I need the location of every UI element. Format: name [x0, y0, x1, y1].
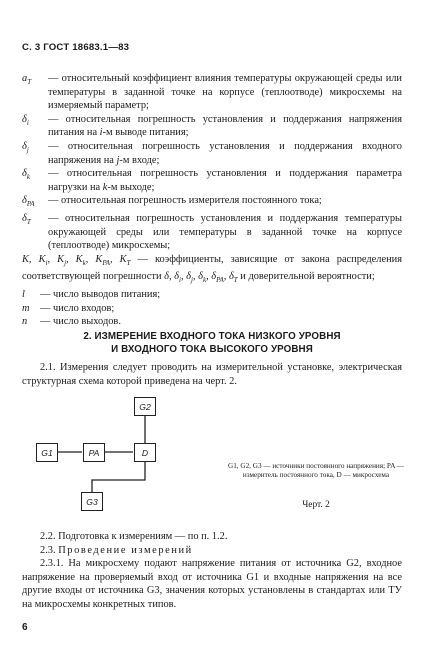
symbol: n: [22, 316, 28, 328]
paragraph-2-2: 2.2. Подготовка к измерениям — по п. 1.2.: [40, 531, 228, 542]
count-text: — число входов;: [40, 302, 115, 314]
count-text: — число выходов.: [40, 316, 121, 328]
definition-text: — относительная погрешность измерителя постоянного тока;: [48, 195, 322, 207]
symbol: $\delta_{PA}$: [22, 195, 35, 209]
definition-text: — относительная погрешность установления и поддержания входного напряжения на j-м входе;: [48, 140, 402, 166]
source-g1-box: G1: [36, 443, 58, 462]
symbol: m: [22, 302, 30, 314]
count-text: — число выводов питания;: [40, 289, 161, 301]
paragraph-2-1: 2.1. Измерения следует проводить на измерительной установке, электрическая структурная схема которой приведена на черт. 2.: [22, 362, 402, 387]
wire-d-g3: [92, 462, 145, 492]
paragraph-2-3: 2.3. Проведение измерений: [40, 544, 193, 556]
paragraph-2-3-1: 2.3.1. На микросхему подают напряжение питания от источника G2, входное напряжение на проверяемый вход от источника G1 и входные напряжения на все другие входы от источника G3, значения которых установлены в стандартах или ТУ на микросхемы конкретных типов.: [22, 558, 402, 610]
diagram-legend: G1, G2, G3 — источники постоянного напряжения; PA — измеритель постоянного тока, D — микросхема: [228, 462, 404, 479]
definition-text: — относительная погрешность установления и поддержания температуры окружающей среды или температуры в заданной точке на корпусе (теплоотводе) микросхемы;: [48, 213, 402, 252]
section-body-2-2: [22, 530, 402, 612]
figure-caption: Черт. 2: [302, 500, 330, 510]
section-heading: 2. ИЗМЕРЕНИЕ ВХОДНОГО ТОКА НИЗКОГО УРОВНЯ И ВХОДНОГО ТОКА ВЫСОКОГО УРОВНЯ: [83, 331, 341, 355]
definition-text: — относительная погрешность установления и поддержания напряжения питания на i-м выводе питания;: [48, 113, 402, 139]
device-d-box: D: [134, 443, 156, 462]
coefficients-paragraph: K, $K_i$, $K_j$, $K_k$, $K_{PA}$, $K_T$ — коэффициенты, зависящие от закона распределения соответствующей погрешности δ, $\delta_i$, $\delta_j$, $\delta_k$, $\delta_{PA}$, $\delta_T$ и доверительной вероятности;: [22, 253, 402, 285]
symbol: $\delta_k$: [22, 168, 30, 182]
source-g2-box: G2: [134, 397, 156, 416]
symbol: $\delta_i$: [22, 113, 29, 127]
symbol: $a_T$: [22, 73, 32, 87]
definition-text: — относительный коэффициент влияния температуры окружающей среды или температуры в заданной точке на корпусе (теплоотводе) микросхемы на измеряемый параметр;: [48, 73, 402, 112]
meter-pa-box: PA: [83, 443, 105, 462]
symbol: $\delta_j$: [22, 140, 29, 155]
definition-text: — относительная погрешность установления и поддержания параметра нагрузки на k-м выходе;: [48, 168, 402, 193]
page-number: 6: [22, 622, 28, 633]
running-header: С. 3 ГОСТ 18683.1—83: [22, 42, 130, 53]
source-g3-box: G3: [81, 492, 103, 511]
symbol: $\delta_T$: [22, 213, 31, 227]
symbol: l: [22, 289, 25, 301]
